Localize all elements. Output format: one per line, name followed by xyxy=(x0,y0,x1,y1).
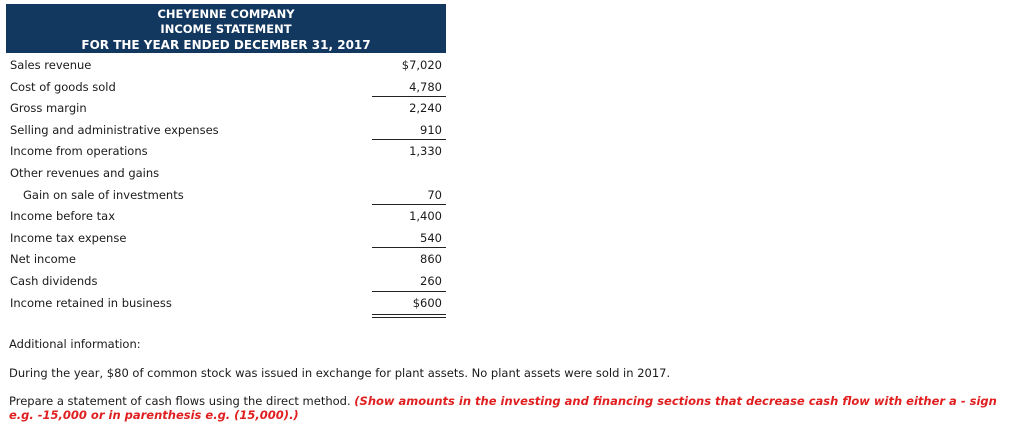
row-label: Cost of goods sold xyxy=(10,79,116,94)
row-amount: $600 xyxy=(412,295,442,310)
row-amount: 910 xyxy=(420,122,442,137)
additional-info-detail: During the year, $80 of common stock was issued in exchange for plant assets. No plant assets were sold in 2017. xyxy=(9,366,671,380)
row-other-revenues-gains xyxy=(6,162,446,184)
row-amount: 4,780 xyxy=(409,79,442,94)
row-amount: 540 xyxy=(420,230,442,245)
row-net-income xyxy=(6,248,446,270)
row-label: Selling and administrative expenses xyxy=(10,122,219,137)
row-income-tax-expense xyxy=(6,227,446,249)
double-underline-bottom xyxy=(372,317,446,318)
row-cost-of-goods-sold xyxy=(6,76,446,98)
row-amount: $7,020 xyxy=(401,58,442,72)
row-income-from-operations xyxy=(6,140,446,162)
row-label: Income before tax xyxy=(10,209,115,224)
row-label: Income from operations xyxy=(10,144,148,159)
row-amount: 70 xyxy=(427,187,442,202)
row-cash-dividends xyxy=(6,270,446,292)
instruction-main: Prepare a statement of cash flows using the direct method. xyxy=(9,394,355,408)
row-amount: 1,400 xyxy=(409,209,442,224)
row-label: Sales revenue xyxy=(10,58,92,72)
row-selling-admin-expenses xyxy=(6,119,446,141)
row-label: Net income xyxy=(10,252,76,267)
row-gain-on-sale-of-investments xyxy=(6,184,446,206)
row-income-before-tax xyxy=(6,205,446,227)
row-sales-revenue xyxy=(6,54,446,76)
row-amount: 1,330 xyxy=(409,144,442,159)
row-label: Gain on sale of investments xyxy=(23,187,184,202)
row-amount: 2,240 xyxy=(409,101,442,116)
row-label: Income retained in business xyxy=(10,295,172,310)
row-label: Other revenues and gains xyxy=(10,165,160,180)
additional-info-heading: Additional information: xyxy=(9,337,141,351)
row-amount: 260 xyxy=(420,273,442,288)
row-amount: 860 xyxy=(420,252,442,267)
income-statement xyxy=(6,4,446,313)
row-label: Cash dividends xyxy=(10,273,98,288)
company-name: CHEYENNE COMPANY xyxy=(157,7,295,21)
statement-title: INCOME STATEMENT xyxy=(160,22,292,36)
statement-header xyxy=(6,4,446,53)
statement-rows xyxy=(6,54,446,313)
instruction-note: (Show amounts in the investing and financing sections that decrease cash flow with either a - sign e.g. -15,000 or in parenthesis e.g. (15,000).) xyxy=(9,394,997,422)
row-gross-margin xyxy=(6,97,446,119)
double-underline-top xyxy=(372,314,446,315)
row-label: Income tax expense xyxy=(10,230,127,245)
row-label: Gross margin xyxy=(10,101,87,116)
row-income-retained-in-business xyxy=(6,292,446,314)
instruction-text xyxy=(9,394,1019,422)
statement-period: FOR THE YEAR ENDED DECEMBER 31, 2017 xyxy=(81,38,371,52)
